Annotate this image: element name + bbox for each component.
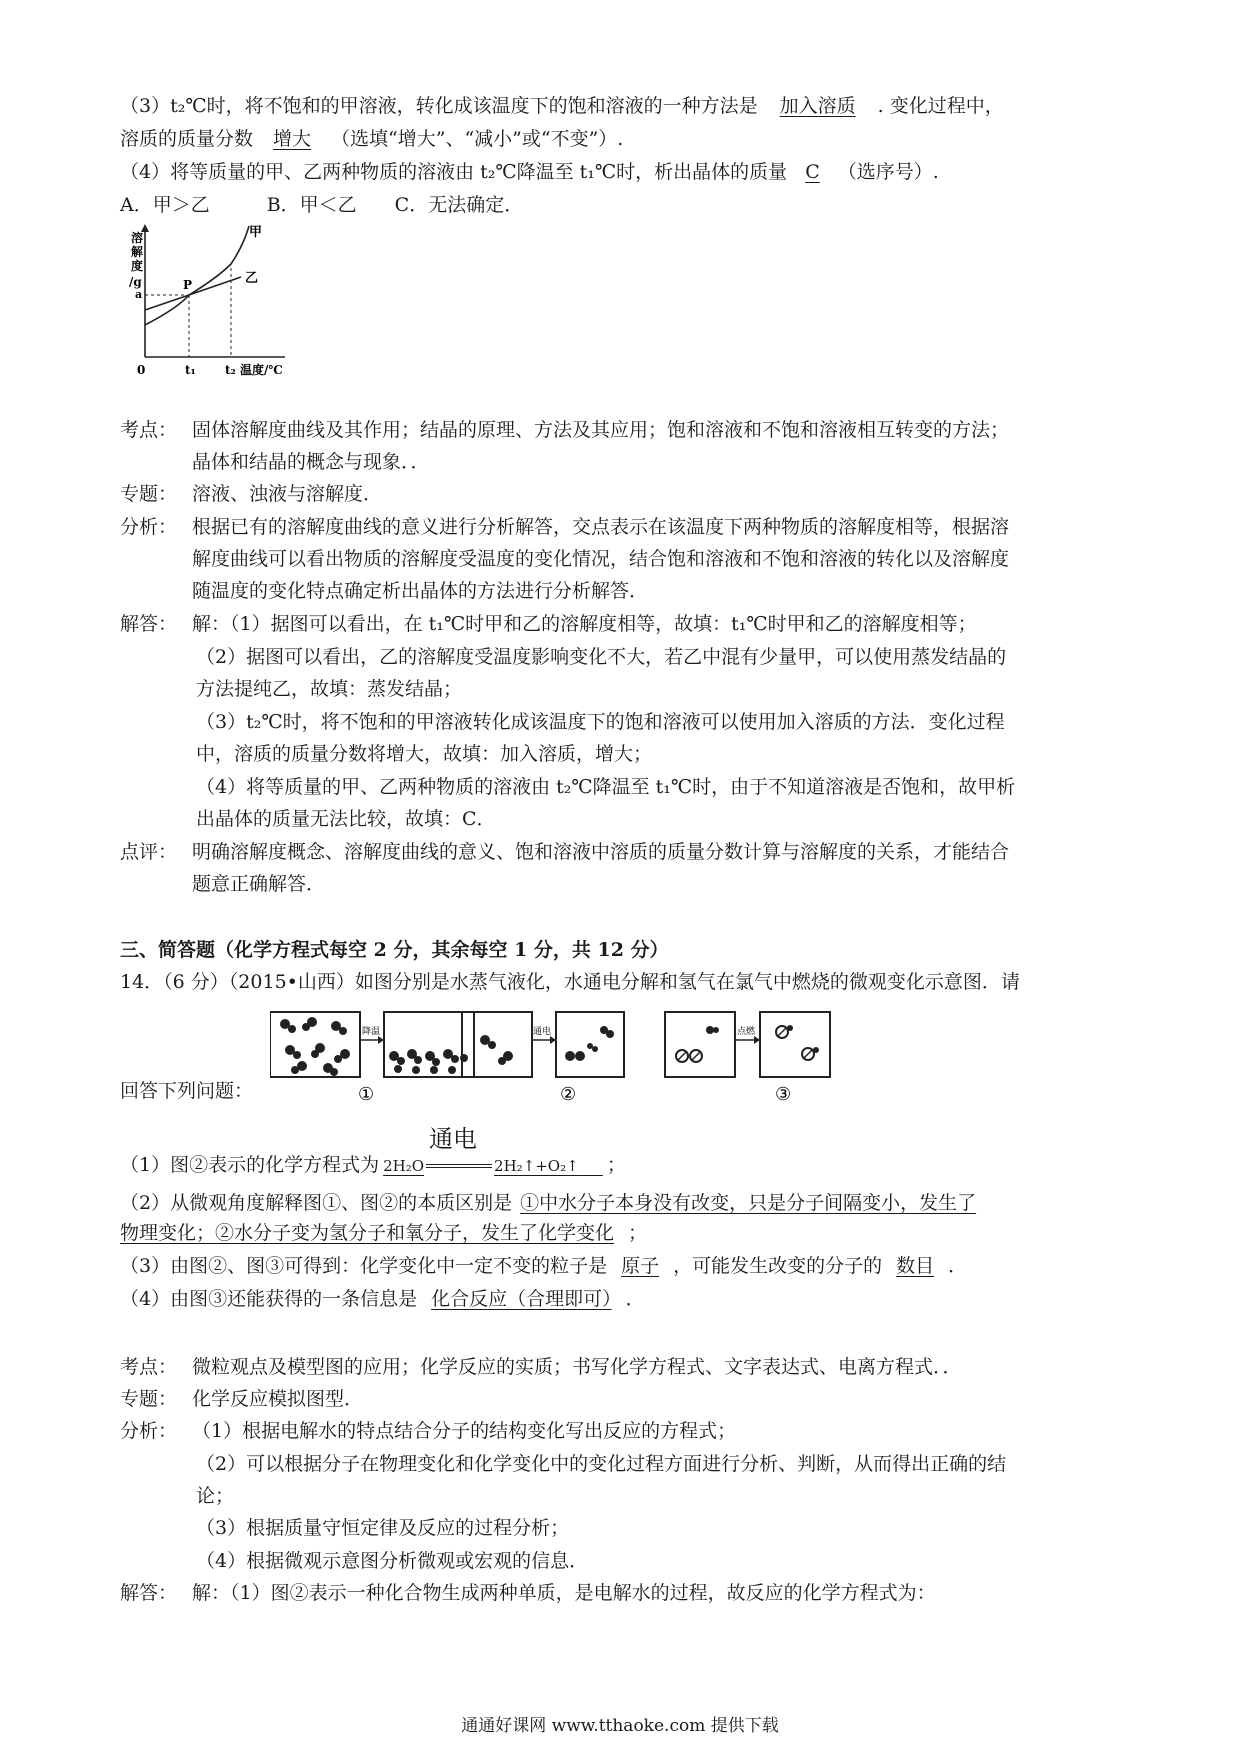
q13-part3-answer: 加入溶质	[779, 95, 856, 117]
q14-fenxi-label: 分析：	[120, 1420, 178, 1442]
q13-part4-text: （4）将等质量的甲、乙两种物质的溶液由 t₂℃降温至 t₁℃时，析出晶体的质量	[120, 161, 788, 183]
q14-fenxi-1: （1）根据电解水的特点结合分子的结构变化写出反应的方程式；	[192, 1420, 737, 1442]
fig3-box-after	[760, 1012, 830, 1077]
q14-zhuanti: 化学反应模拟图型．	[192, 1388, 364, 1410]
q14-q4-answer: 化合反应（合理即可）	[431, 1288, 612, 1310]
q14-q2-line1	[120, 1190, 984, 1216]
q14-fenxi-3: 论；	[196, 1485, 235, 1507]
q13-kaodian-2: 晶体和结晶的概念与现象．．	[192, 451, 430, 473]
q13-dianping-label: 点评：	[120, 841, 178, 863]
graph-origin: 0	[137, 363, 146, 377]
q14-q2-text: （2）从微观角度解释图①、图②的本质区别是	[120, 1192, 513, 1214]
q14-fenxi-2: （2）可以根据分子在物理变化和化学变化中的变化过程方面进行分析、判断，从而得出正确的结	[196, 1453, 1007, 1475]
q14-q1-condition: 通电	[429, 1125, 478, 1153]
q14-q3-text: （3）由图②、图③可得到：化学变化中一定不变的粒子是	[120, 1255, 608, 1277]
q13-dianping-1: 明确溶解度概念、溶解度曲线的意义、饱和溶液中溶质的质量分数计算与溶解度的关系，才能结合	[192, 841, 1010, 863]
graph-ylabel-4: /g	[129, 275, 142, 289]
graph-t2-label: t₂	[225, 363, 236, 377]
fig3-molecules-before	[676, 1026, 719, 1062]
graph-curve-jia	[145, 226, 249, 325]
fig3-number: ③	[775, 1084, 792, 1105]
fig1-molecules-after	[389, 1049, 468, 1074]
micro-diagram	[270, 1006, 925, 1106]
q13-part3-line2	[120, 126, 623, 152]
section-3-title: 三、简答题（化学方程式每空 2 分，其余每空 1 分，共 12 分）	[120, 939, 669, 961]
page-footer: 通通好课网 www.tthaoke.com 提供下载	[461, 1716, 779, 1736]
fig1-arrow-label: 降温	[362, 1027, 381, 1037]
q13-jieda-1: 解：（1）据图可以看出，在 t₁℃时甲和乙的溶解度相等，故填：t₁℃时甲和乙的溶解度相等；	[192, 613, 977, 635]
q13-jieda-6: （4）将等质量的甲、乙两种物质的溶液由 t₂℃降温至 t₁℃时，由于不知道溶液是否饱和，故甲析	[196, 776, 1016, 798]
q13-dianping-2: 题意正确解答．	[192, 873, 326, 895]
fig3-box-before	[665, 1012, 735, 1077]
graph-ylabel-3: 度	[131, 259, 144, 273]
q14-q1-lhs: 2H₂O	[383, 1157, 425, 1175]
fig3-arrow-label: 点燃	[737, 1027, 756, 1037]
solubility-graph	[125, 222, 335, 382]
graph-a-label: a	[135, 288, 143, 301]
q14-q4-text-end: ．	[625, 1288, 645, 1310]
q13-zhuanti: 溶液、浊液与溶解度．	[192, 483, 383, 505]
fig1-molecules-before	[280, 1017, 350, 1076]
q13-part3b-text-end: （选填“增大”、“减小”或“不变”）.	[331, 128, 624, 150]
fig2-molecules-before	[480, 1035, 513, 1065]
graph-t1-label: t₁	[185, 363, 196, 377]
graph-p-label: P	[183, 278, 193, 292]
graph-ylabel-1: 溶	[131, 231, 144, 245]
q14-q1-rhs: 2H₂↑+O₂↑	[494, 1157, 579, 1175]
q14-q2-answer-2: 物理变化；②水分子变为氢分子和氧分子，发生了化学变化	[120, 1222, 615, 1244]
q13-jieda-2: （2）据图可以看出，乙的溶解度受温度影响变化不大，若乙中混有少量甲，可以使用蒸发结晶的	[196, 646, 1007, 668]
q14-q1-cond-wrap	[424, 1125, 494, 1178]
q13-part4-text-end: （选序号）.	[837, 161, 939, 183]
q14-q2-text-end: ；	[628, 1222, 648, 1244]
graph-yi-label: 乙	[245, 271, 259, 286]
q13-part3-text-end: . 变化过程中，	[877, 95, 1004, 117]
q14-q3-answer-2: 数目	[896, 1255, 935, 1277]
q14-stem-2: 回答下列问题：	[120, 1080, 254, 1102]
q13-fenxi-3: 随温度的变化特点确定析出晶体的方法进行分析解答．	[192, 580, 649, 602]
q14-kaodian: 微粒观点及模型图的应用；化学反应的实质；书写化学方程式、文字表达式、电离方程式．．	[192, 1356, 962, 1378]
fig2-molecules-after	[565, 1026, 614, 1061]
q14-q4-line	[120, 1286, 645, 1312]
q14-zhuanti-label: 专题：	[120, 1388, 178, 1410]
q13-part3b-text: 溶质的质量分数	[120, 128, 254, 150]
fig2-box-before	[462, 1012, 532, 1077]
graph-curve-yi	[145, 277, 241, 310]
q14-q3-text-mid: ，可能发生改变的分子的	[673, 1255, 883, 1277]
q14-jieda-label: 解答：	[120, 1582, 178, 1604]
q13-fenxi-2: 解度曲线可以看出物质的溶解度受温度的变化情况，结合饱和溶液和不饱和溶液的转化以及溶解度	[192, 548, 1010, 570]
q13-part4-answer: C	[805, 161, 820, 183]
graph-jia-label: 甲	[249, 225, 263, 240]
q14-q1-equals	[426, 1164, 492, 1168]
q14-fenxi-5: （4）根据微观示意图分析微观或宏观的信息．	[196, 1550, 589, 1572]
fig3-molecules-after	[776, 1025, 819, 1060]
q14-stem: 14．（6 分）（2015•山西）如图分别是水蒸气液化，水通电分解和氢气在氯气中燃烧的微观变化示意图．请	[120, 971, 1020, 993]
q14-q1-text: （1）图②表示的化学方程式为	[120, 1154, 380, 1176]
q14-q3-answer-1: 原子	[621, 1255, 660, 1277]
q13-jieda-4: （3）t₂℃时，将不饱和的甲溶液转化成该温度下的饱和溶液可以使用加入溶质的方法．变化过程	[196, 711, 1005, 733]
q13-fenxi-1: 根据已有的溶解度曲线的意义进行分析解答，交点表示在该温度下两种物质的溶解度相等，根据溶	[192, 516, 1010, 538]
q14-q1-line	[120, 1125, 626, 1179]
q13-part3b-answer: 增大	[273, 128, 312, 150]
q14-q3-line	[120, 1253, 967, 1279]
q13-kaodian-1: 固体溶解度曲线及其作用；结晶的原理、方法及其应用；饱和溶液和不饱和溶液相互转变的方法；	[192, 419, 1010, 441]
q13-jieda-5: 中，溶质的质量分数将增大，故填：加入溶质，增大；	[196, 743, 653, 765]
q14-q2-line2	[120, 1220, 647, 1246]
q14-q2-answer-1: ①中水分子本身没有改变，只是分子间隔变小，发生了	[520, 1192, 977, 1214]
q14-fenxi-4: （3）根据质量守恒定律及反应的过程分析；	[196, 1517, 570, 1539]
q13-part3-line1	[120, 93, 1004, 119]
q13-options: A．甲＞乙 B．甲＜乙 C．无法确定．	[120, 194, 524, 216]
q14-q4-text: （4）由图③还能获得的一条信息是	[120, 1288, 418, 1310]
q13-jieda-3: 方法提纯乙，故填：蒸发结晶；	[196, 678, 463, 700]
fig2-number: ②	[560, 1084, 577, 1105]
fig1-number: ①	[358, 1084, 375, 1105]
q14-q1-answer	[379, 1125, 607, 1179]
fig2-arrow-label: 通电	[533, 1027, 552, 1037]
q14-jieda-1: 解：（1）图②表示一种化合物生成两种单质，是电解水的过程，故反应的化学方程式为：	[192, 1582, 936, 1604]
q14-q3-text-end: ．	[948, 1255, 968, 1277]
q14-q1-text-end: ；	[606, 1154, 626, 1176]
graph-ylabel-2: 解	[131, 245, 144, 259]
q13-jieda-label: 解答：	[120, 613, 178, 635]
q13-jieda-7: 出晶体的质量无法比较，故填：C．	[196, 808, 496, 830]
q13-kaodian-label: 考点：	[120, 419, 178, 441]
q14-kaodian-label: 考点：	[120, 1356, 178, 1378]
graph-xlabel: 温度/℃	[240, 363, 283, 377]
q13-part3-text: （3）t₂℃时，将不饱和的甲溶液，转化成该温度下的饱和溶液的一种方法是	[120, 95, 758, 117]
q13-zhuanti-label: 专题：	[120, 483, 178, 505]
q13-part4-line	[120, 159, 939, 185]
q13-fenxi-label: 分析：	[120, 516, 178, 538]
